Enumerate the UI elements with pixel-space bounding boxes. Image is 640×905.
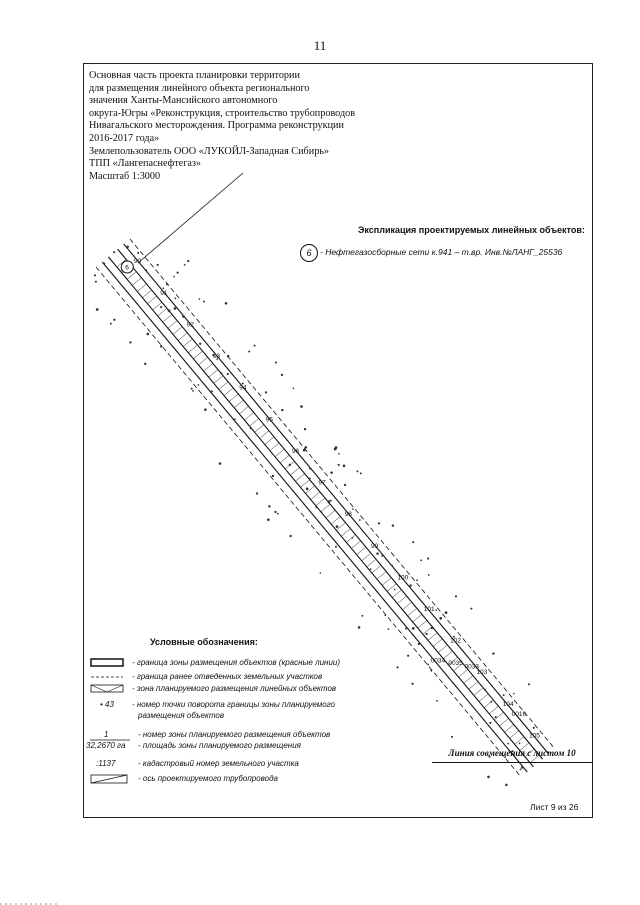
zone-hatch-line: [479, 694, 488, 702]
title-line: 2016-2017 года»: [89, 132, 160, 144]
survey-dot: [94, 274, 96, 276]
survey-dot: [175, 298, 177, 300]
zone-hatch-line: [244, 412, 253, 420]
survey-dot: [388, 628, 390, 630]
survey-dot: [338, 464, 340, 466]
zone-hatch-line: [382, 578, 391, 586]
survey-dot: [127, 246, 129, 248]
zone-hatch-line: [341, 529, 350, 537]
hatched-zone-icon: [90, 684, 124, 694]
survey-dot: [113, 319, 115, 321]
survey-dot: [199, 343, 201, 345]
survey-dot: [335, 446, 338, 449]
survey-dot: [144, 363, 146, 365]
survey-dot: [445, 611, 448, 614]
zone-area-symbol: 32,2670 га: [86, 741, 126, 750]
survey-dot: [225, 302, 228, 305]
survey-dot: [392, 524, 394, 526]
sheet-label: Лист 9 из 26: [530, 802, 579, 812]
survey-dot: [528, 683, 530, 685]
turn-point-label: 97: [318, 479, 326, 487]
survey-dot: [166, 283, 168, 285]
zone-hatch-line: [397, 596, 406, 604]
survey-dot: [281, 409, 283, 411]
survey-dot: [492, 653, 494, 655]
turn-point-symbol: • 43: [100, 700, 114, 709]
survey-dot: [418, 643, 420, 645]
zone-hatch-line: [295, 474, 304, 482]
zone-hatch-line: [132, 278, 141, 286]
scale-label: Масштаб 1:3000: [89, 170, 161, 182]
survey-dot: [521, 766, 524, 769]
zone-hatch-line: [469, 682, 478, 690]
zone-hatch-line: [270, 443, 279, 451]
survey-dot: [436, 700, 438, 702]
zone-hatch-line: [423, 627, 432, 635]
turn-point-label: 94: [239, 384, 247, 392]
survey-dot: [455, 595, 457, 597]
survey-dot: [203, 301, 205, 303]
turn-point-label: 102: [450, 637, 461, 645]
title-line: округа-Югры «Реконструкция, строительство трубопроводов: [89, 107, 356, 119]
zone-hatch-line: [239, 406, 248, 414]
survey-dot: [104, 262, 106, 264]
survey-dot: [160, 345, 162, 347]
survey-dot: [427, 557, 429, 559]
survey-dot: [274, 511, 276, 513]
corridor-boundary-line: [102, 262, 527, 772]
survey-dot: [451, 736, 453, 738]
survey-dot: [110, 323, 112, 325]
survey-dot: [304, 428, 306, 430]
survey-dot: [503, 694, 505, 696]
parcel-label: 0034: [430, 657, 446, 665]
zone-hatch-line: [193, 351, 202, 359]
zone-hatch-line: [168, 321, 177, 329]
turn-point-label: 105: [529, 732, 541, 740]
survey-dot: [344, 484, 346, 486]
survey-dot: [163, 287, 165, 289]
survey-dot: [256, 492, 258, 494]
survey-dot: [490, 701, 492, 703]
survey-dot: [420, 559, 422, 561]
zone-hatch-line: [510, 731, 519, 739]
zone-hatch-line: [387, 584, 396, 592]
survey-dot: [306, 487, 309, 490]
survey-dot: [435, 609, 437, 611]
turn-point-label: 93: [212, 353, 221, 361]
survey-dot: [533, 727, 535, 729]
survey-dot: [305, 446, 308, 449]
zone-hatch-line: [484, 700, 493, 708]
zone-hatch-line: [260, 431, 269, 439]
survey-dot: [439, 617, 442, 620]
zone-hatch-line: [178, 333, 187, 341]
zone-hatch-line: [438, 645, 447, 653]
survey-dot: [381, 555, 383, 557]
survey-dot: [191, 388, 193, 390]
turn-point-label: 95: [265, 416, 273, 424]
zone-hatch-line: [499, 718, 508, 726]
survey-dot: [272, 475, 274, 477]
scan-artifact: [0, 892, 640, 905]
zone-hatch-line: [153, 302, 162, 310]
survey-dot: [177, 272, 179, 274]
survey-dot: [289, 464, 291, 466]
zone-hatch-line: [464, 676, 473, 684]
corridor-boundary-line: [118, 249, 543, 759]
survey-dot: [250, 427, 252, 429]
survey-dot: [336, 525, 339, 528]
survey-dot: [507, 743, 509, 745]
zone-hatch-line: [249, 418, 258, 426]
zone-badge-label: 6: [125, 264, 129, 272]
survey-dot: [277, 513, 279, 515]
survey-dot: [384, 614, 386, 616]
survey-dot: [157, 264, 159, 266]
zone-hatch-line: [392, 590, 401, 598]
survey-dot: [428, 574, 430, 576]
zone-hatch-line: [219, 382, 228, 390]
survey-dot: [330, 471, 333, 474]
survey-dot: [275, 361, 277, 363]
turn-point-label: 96: [291, 447, 300, 455]
zone-hatch-line: [163, 314, 172, 322]
survey-dot: [425, 633, 427, 635]
survey-dot: [328, 501, 330, 503]
zone-hatch-line: [504, 724, 513, 732]
zone-hatch-line: [147, 296, 156, 304]
zone-hatch-line: [173, 327, 182, 335]
title-line: для размещения линейного объекта регионального: [89, 82, 310, 94]
survey-dot: [412, 541, 414, 543]
survey-dot: [204, 408, 207, 411]
survey-dot: [281, 374, 283, 376]
survey-dot: [187, 260, 189, 262]
leader-line: [138, 173, 243, 263]
turn-point-label: 99: [371, 542, 379, 550]
zone-hatch-line: [255, 425, 264, 433]
survey-dot: [396, 666, 398, 668]
zone-hatch-line: [357, 547, 366, 555]
survey-dot: [338, 453, 340, 455]
survey-dot: [174, 307, 177, 310]
title-line: Землепользователь ООО «ЛУКОЙЛ-Западная Сибирь»: [89, 145, 330, 157]
title-block: [89, 70, 389, 183]
zone-hatch-line: [367, 559, 376, 567]
survey-dot: [95, 281, 97, 283]
explication-title: Экспликация проектируемых линейных объектов:: [358, 225, 585, 235]
zone-hatch-line: [198, 357, 207, 365]
turn-point-label: 100: [397, 574, 409, 582]
survey-dot: [227, 355, 230, 358]
survey-dot: [211, 390, 213, 392]
turn-point-label: 91: [160, 289, 168, 297]
survey-dot: [430, 670, 432, 672]
cadastral-symbol: :1137: [96, 759, 116, 768]
survey-dot: [182, 315, 185, 318]
zone-hatch-line: [402, 602, 411, 610]
survey-dot: [220, 372, 222, 374]
survey-dot: [513, 693, 515, 695]
zone-hatch-line: [280, 455, 289, 463]
turn-point-label: 101: [423, 605, 435, 613]
pipeline-axis-icon: [90, 774, 130, 784]
joint-line: [432, 762, 592, 763]
zone-hatch-line: [433, 639, 442, 647]
survey-dot: [199, 298, 201, 300]
survey-dot: [129, 341, 131, 343]
legend-title: Условные обозначения:: [150, 637, 258, 647]
survey-dot: [487, 776, 490, 779]
zone-hatch-line: [377, 571, 386, 579]
zone-hatch-line: [137, 284, 146, 292]
survey-dot: [356, 470, 358, 472]
survey-dot: [378, 522, 380, 524]
zone-hatch-line: [474, 688, 483, 696]
survey-dot: [192, 390, 194, 392]
zone-number-symbol: 1: [104, 730, 109, 739]
turn-point-label: 98: [344, 511, 352, 519]
survey-dot: [267, 518, 270, 521]
zone-hatch-line: [346, 535, 355, 543]
survey-dot: [309, 467, 311, 469]
survey-dot: [359, 519, 361, 521]
survey-dot: [168, 309, 171, 312]
zone-hatch-line: [418, 620, 427, 628]
survey-dot: [352, 508, 354, 510]
joint-line-label: Линия совмещения с листом 10: [448, 748, 576, 758]
survey-dot: [268, 505, 270, 507]
survey-dot: [394, 589, 396, 591]
zone-hatch-line: [224, 388, 233, 396]
survey-dot: [409, 584, 411, 586]
survey-dot: [391, 564, 393, 566]
survey-dot: [405, 627, 407, 629]
zone-hatch-line: [362, 553, 371, 561]
survey-dot: [376, 552, 379, 555]
survey-dot: [137, 252, 139, 254]
survey-dot: [303, 449, 306, 452]
survey-dot: [519, 743, 521, 745]
zone-hatch-line: [300, 480, 309, 488]
survey-dot: [351, 537, 353, 539]
survey-dot: [300, 405, 303, 408]
survey-dot: [335, 546, 337, 548]
survey-dot: [330, 500, 332, 502]
survey-dot: [254, 345, 256, 347]
turn-point-label: 92: [186, 321, 194, 329]
zone-hatch-line: [214, 376, 223, 384]
survey-dot: [412, 627, 415, 630]
survey-dot: [265, 391, 267, 393]
survey-dot: [293, 387, 295, 389]
survey-dot: [484, 689, 486, 691]
page-number: 11: [313, 38, 327, 53]
zone-hatch-line: [290, 467, 299, 475]
turn-point-label: 103: [476, 669, 488, 677]
survey-dot: [197, 384, 199, 386]
title-line: значения Ханты-Мансийского автономного: [89, 95, 278, 107]
turn-point-label: 104: [502, 700, 514, 708]
zone-hatch-line: [408, 608, 417, 616]
survey-dot: [234, 418, 236, 420]
survey-dot: [505, 784, 508, 787]
parcel-label: 0035: [448, 659, 463, 667]
title-line: Основная часть проекта планировки территории: [89, 70, 300, 81]
survey-dot: [489, 722, 491, 724]
survey-dot: [411, 683, 413, 685]
zone-hatch-line: [188, 345, 197, 353]
zone-hatch-line: [229, 394, 238, 402]
survey-dot: [248, 351, 250, 353]
survey-dot: [309, 478, 311, 480]
zone-hatch-line: [331, 516, 340, 524]
survey-dot: [160, 306, 162, 308]
explication-item: - Нефтегазосборные сети к.941 – т.вр. Инв.№ЛАНГ_25536: [320, 247, 563, 257]
survey-dot: [520, 768, 522, 770]
survey-dot: [173, 276, 175, 278]
zone-hatch-line: [234, 400, 243, 408]
survey-dot: [113, 251, 115, 253]
zone-hatch-line: [428, 633, 437, 641]
parcel-label: 0033: [464, 663, 480, 671]
explication-badge: 6: [300, 244, 318, 262]
survey-dot: [320, 572, 322, 574]
survey-dot: [96, 308, 99, 311]
survey-dot: [343, 465, 346, 468]
survey-dot: [315, 507, 317, 509]
zone-hatch-line: [321, 504, 330, 512]
zone-hatch-line: [316, 498, 325, 506]
survey-dot: [219, 462, 222, 465]
survey-dot: [495, 716, 497, 718]
survey-dot: [360, 472, 362, 474]
survey-dot: [146, 333, 149, 336]
zone-hatch-line: [183, 339, 192, 347]
zone-hatch-line: [326, 510, 335, 518]
parcel-label: 0016: [511, 710, 527, 718]
dashed-boundary-icon: [90, 672, 124, 682]
title-line: ТПП «Лангепаснефтегаз»: [89, 158, 202, 170]
zone-hatch-line: [158, 308, 167, 316]
survey-dot: [416, 579, 418, 581]
survey-dot: [431, 627, 433, 629]
survey-dot: [227, 373, 229, 375]
red-line-boundary-icon: [90, 658, 124, 668]
zone-hatch-line: [265, 437, 274, 445]
survey-dot: [427, 664, 429, 666]
zone-hatch-line: [489, 706, 498, 714]
zone-hatch-line: [204, 363, 213, 371]
zone-hatch-line: [372, 565, 381, 573]
zone-hatch-line: [142, 290, 151, 298]
zone-hatch-line: [311, 492, 320, 500]
turn-point-label: 90: [133, 258, 142, 266]
zone-hatch-line: [413, 614, 422, 622]
zone-hatch-line: [209, 370, 218, 378]
survey-dot: [361, 615, 363, 617]
zone-hatch-line: [351, 541, 360, 549]
zone-hatch-line: [275, 449, 284, 457]
title-line: Нивагальского месторождения. Программа реконструкции: [89, 120, 344, 132]
survey-dot: [289, 535, 291, 537]
survey-dot: [370, 568, 372, 570]
survey-dot: [184, 264, 186, 266]
survey-dot: [407, 655, 409, 657]
survey-dot: [470, 608, 472, 610]
survey-dot: [358, 626, 361, 629]
survey-dot: [145, 269, 147, 271]
